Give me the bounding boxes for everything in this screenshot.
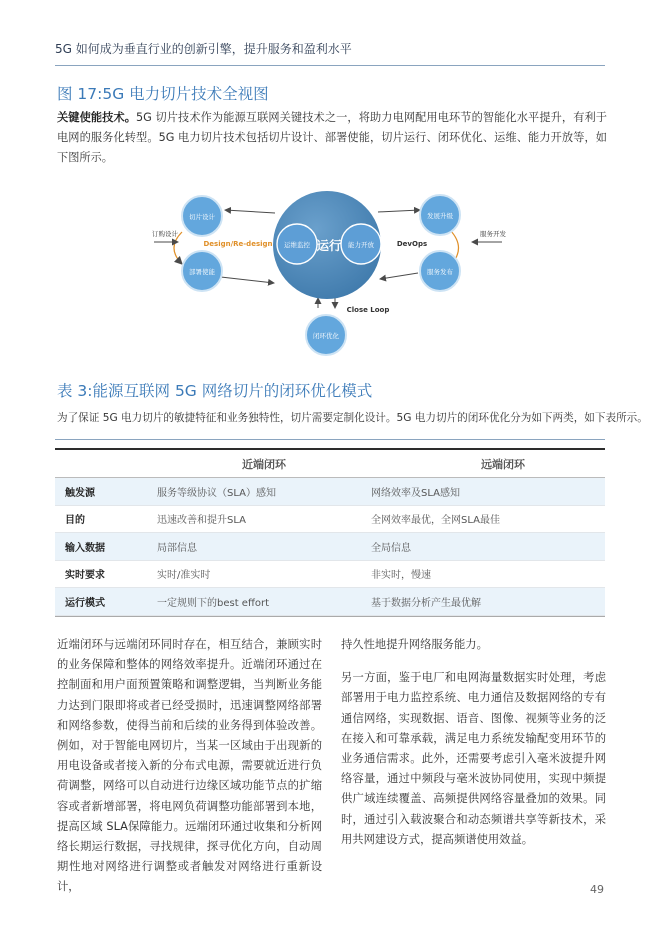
row-label: 输入数据 [65, 542, 105, 554]
row-cell: 基于数据分析产生最优解 [371, 597, 481, 609]
inner-left-label: 运维监控 [284, 241, 310, 249]
table-intro: 为了保证 5G 电力切片的敏捷特征和业务独特性，切片需要定制化设计。5G 电力切片的闭环优化分为如下两类，如下表所示。 [57, 412, 648, 424]
node-deploy-label: 部署使能 [189, 268, 215, 276]
header-rule [55, 65, 605, 66]
label-design-loop: Design/Re-design [203, 240, 273, 248]
node-optimize-label: 闭环优化 [313, 332, 339, 340]
intro-bold: 关键使能技术。 [57, 111, 137, 124]
label-order-design: 订购设计 [152, 230, 178, 238]
row-cell: 一定规则下的best effort [157, 597, 270, 609]
label-service-dev: 服务开发 [480, 230, 506, 238]
row-cell: 局部信息 [157, 542, 197, 554]
running-header: 5G 如何成为垂直行业的创新引擎，提升服务和盈利水平 [55, 42, 352, 56]
table-row [55, 588, 605, 616]
node-publish-label: 服务发布 [427, 268, 453, 276]
row-cell: 实时/准实时 [157, 570, 211, 582]
row-cell: 全网效率最优，全网SLA最佳 [371, 515, 500, 527]
table-row [55, 533, 605, 561]
header-cell-far: 远端闭环 [481, 457, 525, 471]
row-label: 实时要求 [65, 570, 105, 582]
row-cell: 迅速改善和提升SLA [157, 515, 246, 527]
table-rule [55, 439, 605, 440]
figure-title: 图 17:5G 电力切片技术全视图 [57, 85, 269, 103]
figure-intro [57, 108, 607, 168]
comparison-table [55, 448, 605, 617]
node-design-label: 切片设计 [189, 213, 215, 221]
row-cell: 服务等级协议（SLA）感知 [157, 487, 276, 499]
table-header-row [55, 448, 605, 478]
table-title: 表 3:能源互联网 5G 网络切片的闭环优化模式 [57, 382, 373, 400]
body-paragraph: 另一方面，鉴于电厂和电网海量数据实时处理，考虑部署用于电力监控系统、电力通信及数据网络的专有通信网络，实现数据、语音、图像、视频等业务的泛在接入和可靠承载，满足电力系统发输配变用环节的业务通信需求。此外，还需要考虑引入毫米波提升网络容量，通过中频段与毫米波协同使用，实现中频提供广域连续覆盖、高频提供网络容量叠加的效果。同时，通过引入载波聚合和动态频谱共享等新技术，采用共网建设方式，提高频谱使用效益。 [341, 671, 606, 846]
arrow-center-to-release [378, 210, 420, 212]
row-label: 触发源 [65, 487, 95, 499]
row-cell: 网络效率及SLA感知 [371, 487, 460, 499]
label-close-loop: Close Loop [346, 306, 390, 314]
arrow-publish-to-center [380, 273, 418, 279]
row-label: 目的 [65, 515, 85, 527]
label-devops: DevOps [396, 240, 428, 248]
center-label: 运行 [316, 238, 342, 253]
table-row [55, 506, 605, 534]
inner-right-label: 能力开放 [348, 241, 374, 249]
arrow-center-to-design [225, 210, 275, 213]
slice-lifecycle-diagram [130, 180, 530, 358]
table-row [55, 561, 605, 589]
body-column-right [341, 635, 606, 863]
header-cell-near: 近端闭环 [242, 457, 286, 471]
row-label: 运行模式 [65, 597, 105, 609]
page-number: 49 [590, 883, 604, 896]
row-cell: 非实时，慢速 [371, 570, 431, 582]
intro-text: 5G 切片技术作为能源互联网关键技术之一，将助力电网配用电环节的智能化水平提升，有利于电网的服务化转型。5G 电力切片技术包括切片设计、部署使能，切片运行、闭环优化、运维、能力开放等，如下图所示。 [57, 111, 607, 164]
body-column-left: 近端闭环与远端闭环同时存在，相互结合，兼顾实时的业务保障和整体的网络效率提升。近端闭环通过在控制面和用户面预置策略和调整逻辑，当判断业务能力达到门限即将或者已经受损时，迅速调整网络部署和网络参数，使得当前和后续的业务得到体验改善。例如，对于智能电网切片，当某一区域由于出现新的用电设备或者接入新的分布式电源，需要就近进行负荷调整，网络可以自动进行边缘区域功能节点的扩缩容或者新增部署，将电网负荷调整功能部署到本地，提高区域 SLA保障能力。远端闭环通过收集和分析网络长期运行数据，寻找规律，探寻优化方向，自动周期性地对网络进行调整或者触发对网络进行重新设计， [57, 638, 322, 894]
row-cell: 全局信息 [371, 542, 411, 554]
node-release-label: 发展升级 [427, 212, 453, 220]
body-paragraph: 持久性地提升网络服务能力。 [341, 638, 488, 651]
table-row [55, 478, 605, 506]
